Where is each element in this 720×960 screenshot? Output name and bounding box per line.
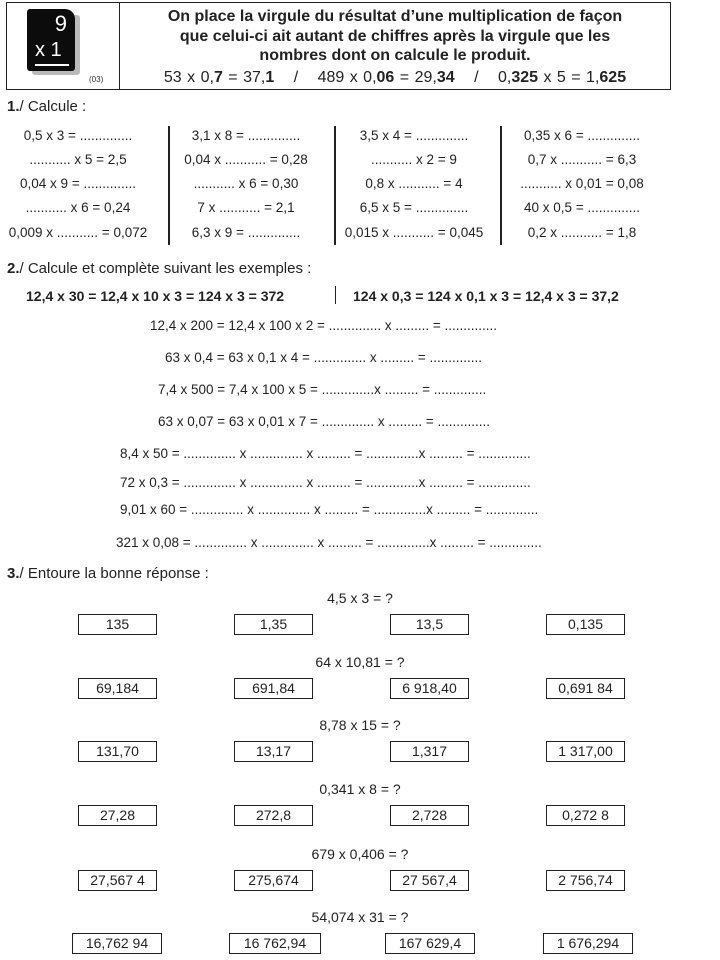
- example-2: 489 x 0,06 = 29,34: [317, 69, 455, 86]
- example-divider: [335, 286, 336, 304]
- column-divider: [334, 126, 336, 245]
- calc-exercise[interactable]: 0,04 x 9 = ..............: [20, 176, 136, 191]
- section-3-title: 3./ Entoure la bonne réponse :: [7, 565, 209, 582]
- answer-option[interactable]: 6 918,40: [390, 678, 469, 699]
- decompose-exercise[interactable]: 321 x 0,08 = .............. x .............. x ......... = ..............x ......... = ..............: [116, 535, 542, 550]
- answer-option[interactable]: 0,135: [546, 614, 625, 635]
- calc-exercise[interactable]: 0,5 x 3 = ..............: [23, 128, 133, 143]
- rule-text: [121, 7, 669, 66]
- answer-option[interactable]: 0,272 8: [546, 805, 625, 826]
- logo-cell: [7, 3, 120, 89]
- question-text: 0,341 x 8 = ?: [319, 781, 401, 797]
- calc-exercise[interactable]: 0,7 x ........... = 6,3: [527, 152, 637, 167]
- answer-option[interactable]: 131,70: [78, 741, 157, 762]
- example-left: 12,4 x 30 = 12,4 x 10 x 3 = 124 x 3 = 372: [26, 288, 285, 304]
- question-text: 64 x 10,81 = ?: [315, 654, 405, 670]
- decompose-exercise[interactable]: 7,4 x 500 = 7,4 x 100 x 5 = ..............x ......... = ..............: [158, 382, 487, 397]
- column-divider: [168, 126, 170, 245]
- calc-exercise[interactable]: 0,35 x 6 = ..............: [524, 128, 640, 143]
- calc-exercise[interactable]: 40 x 0,5 = ..............: [524, 200, 640, 215]
- question-text: 54,074 x 31 = ?: [311, 909, 409, 925]
- column-divider: [500, 126, 502, 245]
- answer-option[interactable]: 1 676,294: [543, 933, 633, 954]
- card-underline: [35, 64, 69, 66]
- decompose-exercise[interactable]: 63 x 0,4 = 63 x 0,1 x 4 = .............. x ......... = ..............: [165, 350, 483, 365]
- answer-option[interactable]: 1 317,00: [546, 741, 625, 762]
- calc-exercise[interactable]: 3,5 x 4 = ..............: [359, 128, 469, 143]
- question-text: 8,78 x 15 = ?: [319, 717, 401, 733]
- calc-exercise[interactable]: ........... x 2 = 9: [371, 152, 457, 167]
- decompose-exercise[interactable]: 8,4 x 50 = .............. x .............. x ......... = ..............x ......... = ..............: [120, 446, 531, 461]
- answer-option[interactable]: 27 567,4: [390, 870, 469, 891]
- decompose-exercise[interactable]: 72 x 0,3 = .............. x .............. x ......... = ..............x ......... = ..............: [120, 475, 531, 490]
- calc-exercise[interactable]: 0,04 x ........... = 0,28: [184, 152, 308, 167]
- answer-option[interactable]: 135: [78, 614, 157, 635]
- answer-option[interactable]: 272,8: [234, 805, 313, 826]
- answer-option[interactable]: 1,317: [390, 741, 469, 762]
- answer-option[interactable]: 2,728: [390, 805, 469, 826]
- card-bottom-number: x 1: [35, 39, 62, 61]
- calc-exercise[interactable]: ........... x 6 = 0,30: [193, 176, 299, 191]
- calc-exercise[interactable]: 0,015 x ........... = 0,045: [344, 225, 484, 240]
- calc-exercise[interactable]: 6,3 x 9 = ..............: [191, 225, 301, 240]
- answer-option[interactable]: 691,84: [234, 678, 313, 699]
- rule-line: que celui-ci ait autant de chiffres après la virgule que les: [179, 27, 611, 45]
- answer-option[interactable]: 16,762 94: [72, 933, 162, 954]
- calc-exercise[interactable]: 0,8 x ........... = 4: [365, 176, 463, 191]
- calc-exercise[interactable]: 6,5 x 5 = ..............: [359, 200, 469, 215]
- answer-option[interactable]: 167 629,4: [385, 933, 475, 954]
- rule-line: nombres dont on calcule le produit.: [259, 47, 531, 64]
- example-1: 53 x 0,7 = 37,1: [163, 69, 275, 86]
- answer-option[interactable]: 69,184: [78, 678, 157, 699]
- card-top-number: 9: [54, 11, 67, 36]
- decompose-exercise[interactable]: 63 x 0,07 = 63 x 0,01 x 7 = .............. x ......... = ..............: [158, 414, 491, 429]
- calc-exercise[interactable]: ........... x 5 = 2,5: [29, 152, 127, 167]
- question-text: 679 x 0,406 = ?: [311, 846, 409, 862]
- multiplication-card-icon: [27, 9, 75, 71]
- rule-box: [6, 2, 671, 90]
- separator: /: [293, 69, 299, 86]
- sheet-code: (03): [89, 75, 104, 84]
- section-1-title: 1./ Calcule :: [7, 98, 87, 115]
- answer-option[interactable]: 0,691 84: [546, 678, 625, 699]
- example-right: 124 x 0,3 = 124 x 0,1 x 3 = 12,4 x 3 = 37,2: [353, 288, 619, 304]
- example-3: 0,325 x 5 = 1,625: [497, 69, 627, 86]
- answer-option[interactable]: 16 762,94: [229, 933, 321, 954]
- calc-exercise[interactable]: ........... x 6 = 0,24: [25, 200, 131, 215]
- question-text: 4,5 x 3 = ?: [327, 590, 393, 606]
- answer-option[interactable]: 13,17: [234, 741, 313, 762]
- answer-option[interactable]: 275,674: [234, 870, 313, 891]
- section-2-title: 2./ Calcule et complète suivant les exemples :: [7, 260, 312, 277]
- calc-exercise[interactable]: 3,1 x 8 = ..............: [191, 128, 301, 143]
- rule-examples: [121, 69, 669, 87]
- calc-exercise[interactable]: ........... x 0,01 = 0,08: [520, 176, 644, 191]
- calc-exercise[interactable]: 7 x ........... = 2,1: [197, 200, 295, 215]
- answer-option[interactable]: 1,35: [234, 614, 313, 635]
- calc-exercise[interactable]: 0,2 x ........... = 1,8: [527, 225, 637, 240]
- answer-option[interactable]: 27,567 4: [78, 870, 157, 891]
- answer-option[interactable]: 2 756,74: [546, 870, 625, 891]
- separator: /: [474, 69, 479, 86]
- rule-line: On place la virgule du résultat d’une multiplication de façon: [167, 8, 623, 25]
- decompose-exercise[interactable]: 12,4 x 200 = 12,4 x 100 x 2 = .............. x ......... = ..............: [150, 318, 498, 333]
- calc-exercise[interactable]: 0,009 x ........... = 0,072: [8, 225, 148, 240]
- answer-option[interactable]: 13,5: [390, 614, 469, 635]
- decompose-exercise[interactable]: 9,01 x 60 = .............. x .............. x ......... = ..............x ......... = ..............: [120, 502, 539, 517]
- answer-option[interactable]: 27,28: [78, 805, 157, 826]
